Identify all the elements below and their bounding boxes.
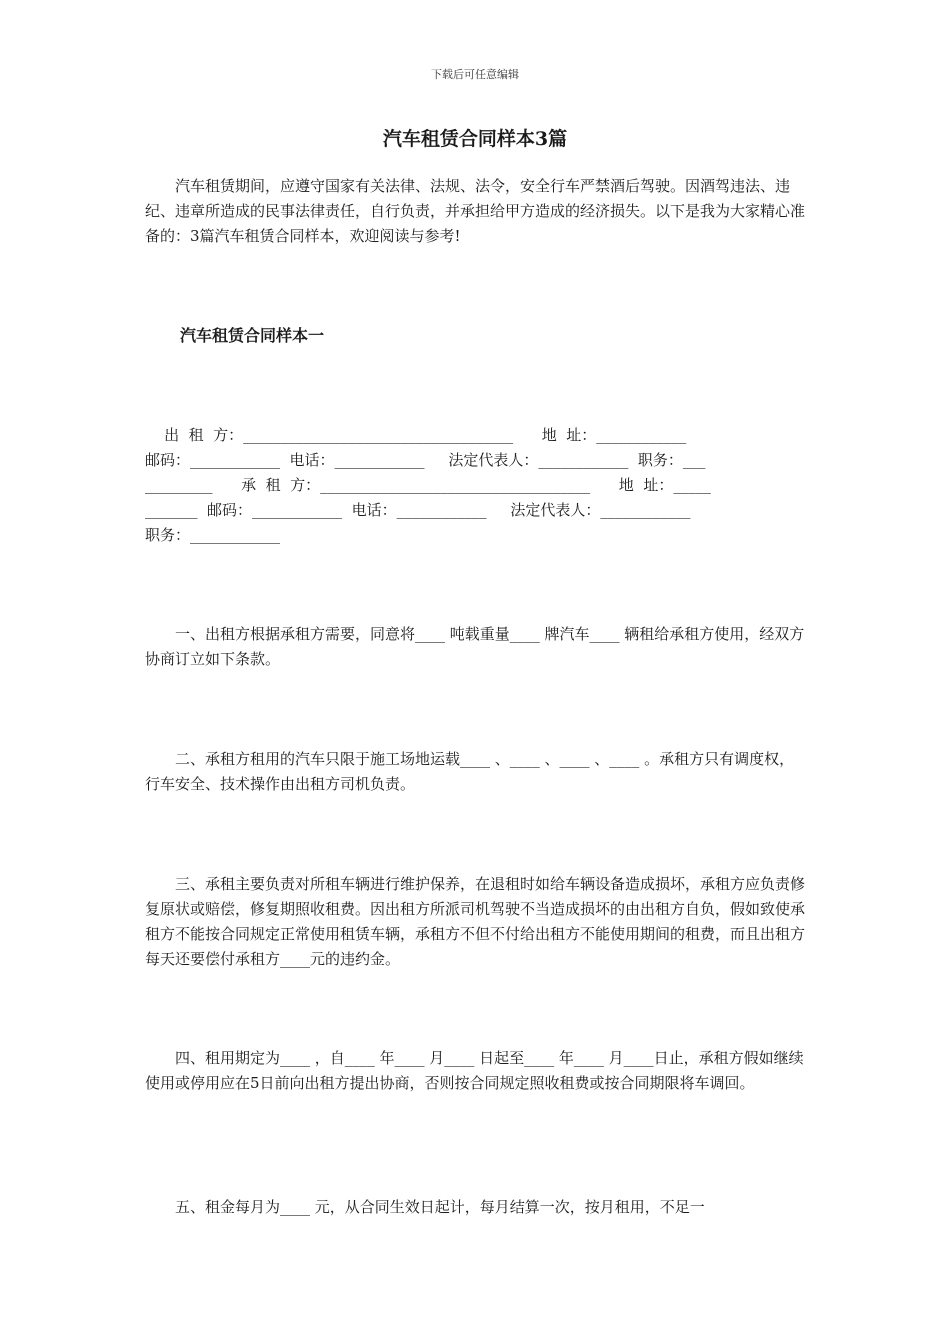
document-title: 汽车租赁合同样本3篇 (382, 128, 568, 150)
intro-block (145, 174, 805, 249)
clause-4 (145, 1046, 805, 1096)
header-note: 下载后可任意编辑 (431, 68, 519, 81)
parties-line: _________ 承 租 方：____________________________________ 地 址：_____ (145, 476, 711, 494)
clause-1 (145, 622, 805, 672)
parties-block (145, 423, 810, 548)
parties-line: _______ 邮码：____________ 电话：____________ 法定代表人：____________ (145, 501, 691, 519)
parties-line: 出 租 方：____________________________________ 地 址：____________ (145, 426, 687, 444)
clause-text: 五、租金每月为____ 元，从合同生效日起计，每月结算一次，按月租用，不足一 (175, 1198, 705, 1216)
clause-text: 二、承租方租用的汽车只限于施工场地运载____ 、____ 、____ 、____ 。承租方只有调度权，行车安全、技术操作由出租方司机负责。 (145, 750, 795, 793)
section-heading: 汽车租赁合同样本一 (180, 326, 325, 345)
parties-line: 邮码：____________ 电话：____________ 法定代表人：____________ 职务：___ (145, 451, 706, 469)
clause-5 (145, 1195, 805, 1220)
clause-3 (145, 872, 805, 972)
intro-paragraph: 汽车租赁期间，应遵守国家有关法律、法规、法令，安全行车严禁酒后驾驶。因酒驾违法、违纪、违章所造成的民事法律责任，自行负责，并承担给甲方造成的经济损失。以下是我为大家精心准备的：3篇汽车租赁合同样本，欢迎阅读与参考! (145, 177, 806, 245)
clause-text: 一、出租方根据承租方需要，同意将____ 吨载重量____ 牌汽车____ 辆租给承租方使用，经双方协商订立如下条款。 (145, 625, 805, 668)
clause-text: 三、承租主要负责对所租车辆进行维护保养，在退租时如给车辆设备造成损坏，承租方应负责修复原状或赔偿，修复期照收租费。因出租方所派司机驾驶不当造成损坏的由出租方自负，假如致使承租方不能按合同规定正常使用租赁车辆，承租方不但不付给出租方不能使用期间的租费，而且出租方每天还要偿付承租方____元的违约金。 (145, 875, 806, 968)
parties-line: 职务：____________ (145, 526, 281, 544)
clause-text: 四、租用期定为____ ，自____ 年____ 月____ 日起至____ 年____ 月____日止，承租方假如继续使用或停用应在5日前向出租方提出协商，否则按合同规定照收租费或按合同期限将车调回。 (145, 1049, 804, 1092)
clause-2 (145, 747, 805, 797)
